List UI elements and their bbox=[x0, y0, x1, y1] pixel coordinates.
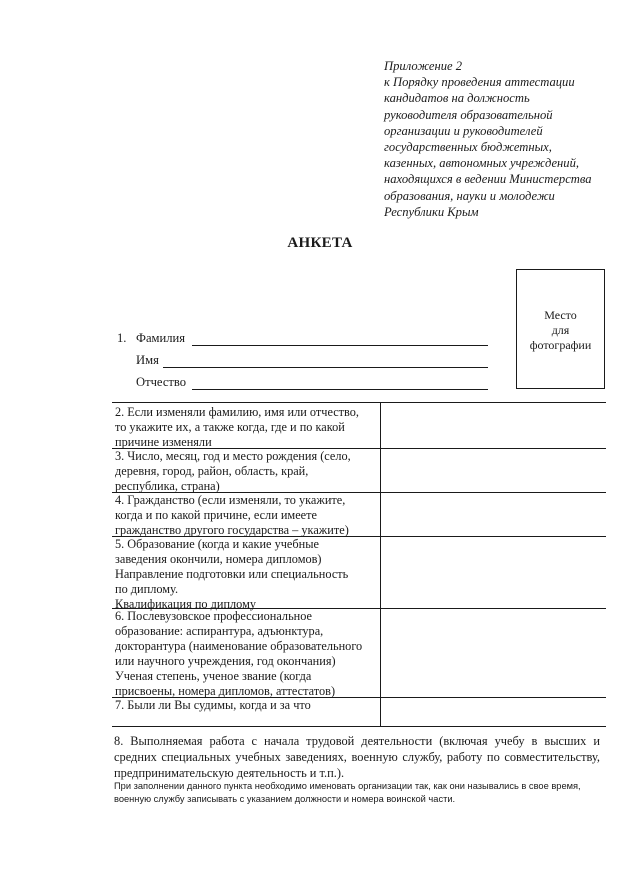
question-line: причине изменяли bbox=[115, 435, 212, 449]
question-line: Направление подготовки или специальность bbox=[115, 567, 349, 581]
appendix-line: государственных бюджетных, bbox=[384, 140, 552, 155]
patronymic-label: Отчество bbox=[136, 375, 187, 389]
question-line: Ученая степень, ученое звание (когда bbox=[115, 669, 312, 683]
photo-label-line: для bbox=[551, 323, 570, 337]
page-title: АНКЕТА bbox=[287, 235, 353, 251]
question-6 bbox=[115, 609, 385, 699]
question-7 bbox=[115, 698, 385, 713]
question-line: докторантура (наименование образовательного bbox=[115, 639, 363, 653]
photo-label-line: Место bbox=[544, 308, 577, 322]
patronymic-field[interactable] bbox=[192, 389, 488, 390]
photo-placeholder bbox=[516, 269, 605, 389]
question-line: 7. Были ли Вы судимы, когда и за что bbox=[115, 698, 311, 712]
appendix-line: Приложение 2 bbox=[384, 59, 463, 73]
appendix-line: казенных, автономных учреждений, bbox=[384, 156, 580, 171]
appendix-block bbox=[384, 58, 624, 220]
photo-label-line: фотографии bbox=[529, 338, 592, 352]
note-line: военную службу записывать с указанием должности и номера воинской части. bbox=[114, 794, 456, 804]
surname-field[interactable] bbox=[192, 345, 488, 346]
question-line: заведения окончили, номера дипломов) bbox=[115, 552, 322, 566]
question-line: когда и по какой причине, если имеете bbox=[115, 508, 317, 522]
questionnaire-table bbox=[112, 402, 606, 727]
appendix-line: Республики Крым bbox=[384, 204, 479, 219]
appendix-line: кандидатов на должность bbox=[384, 91, 530, 106]
question-line: то укажите их, а также когда, где и по какой bbox=[115, 420, 345, 434]
question-line: 4. Гражданство (если изменяли, то укажите, bbox=[115, 493, 346, 507]
question-line: по диплому. bbox=[115, 582, 179, 596]
section-8-line: средних специальных учебных заведениях, военную службу, работу по совместительству, bbox=[114, 750, 600, 764]
appendix-line: образования, науки и молодежи bbox=[384, 188, 555, 203]
question-line: образование: аспирантура, адъюнктура, bbox=[115, 624, 324, 638]
section-8-line: предпринимательскую деятельность и т.п.). bbox=[114, 766, 345, 780]
appendix-line: организации и руководителей bbox=[384, 123, 543, 138]
name-label: Имя bbox=[136, 353, 159, 367]
question-line: деревня, город, район, область, край, bbox=[115, 464, 309, 478]
question-line: 2. Если изменяли фамилию, имя или отчество, bbox=[115, 405, 359, 419]
question-line: присвоены, номера дипломов, аттестатов) bbox=[115, 684, 336, 698]
question-line: гражданство другого государства – укажите) bbox=[115, 523, 349, 537]
table-border bbox=[112, 726, 606, 727]
question-line: 3. Число, месяц, год и место рождения (село, bbox=[115, 449, 351, 463]
question-4 bbox=[115, 493, 385, 538]
section-8-text bbox=[114, 733, 600, 781]
note-line: При заполнении данного пункта необходимо именовать организации так, как они назывались в свое время, bbox=[114, 781, 581, 791]
question-5 bbox=[115, 537, 385, 612]
table-border bbox=[112, 402, 606, 403]
question-line: Квалификация по диплому bbox=[115, 597, 257, 611]
question-2 bbox=[115, 405, 385, 450]
surname-label: Фамилия bbox=[136, 331, 186, 345]
question-line: или научного учреждения, год окончания) bbox=[115, 654, 336, 668]
field-number: 1. bbox=[117, 331, 127, 345]
question-line: республика, страна) bbox=[115, 479, 220, 493]
section-8-note bbox=[114, 780, 604, 806]
question-3 bbox=[115, 449, 385, 494]
appendix-line: находящихся в ведении Министерства bbox=[384, 172, 592, 187]
appendix-line: к Порядку проведения аттестации bbox=[384, 75, 575, 90]
appendix-line: руководителя образовательной bbox=[384, 107, 553, 122]
question-line: 6. Послевузовское профессиональное bbox=[115, 609, 313, 623]
question-line: 5. Образование (когда и какие учебные bbox=[115, 537, 319, 551]
name-field[interactable] bbox=[163, 367, 488, 368]
section-8-line: 8. Выполняемая работа с начала трудовой деятельности (включая учебу в высших и bbox=[114, 734, 600, 748]
